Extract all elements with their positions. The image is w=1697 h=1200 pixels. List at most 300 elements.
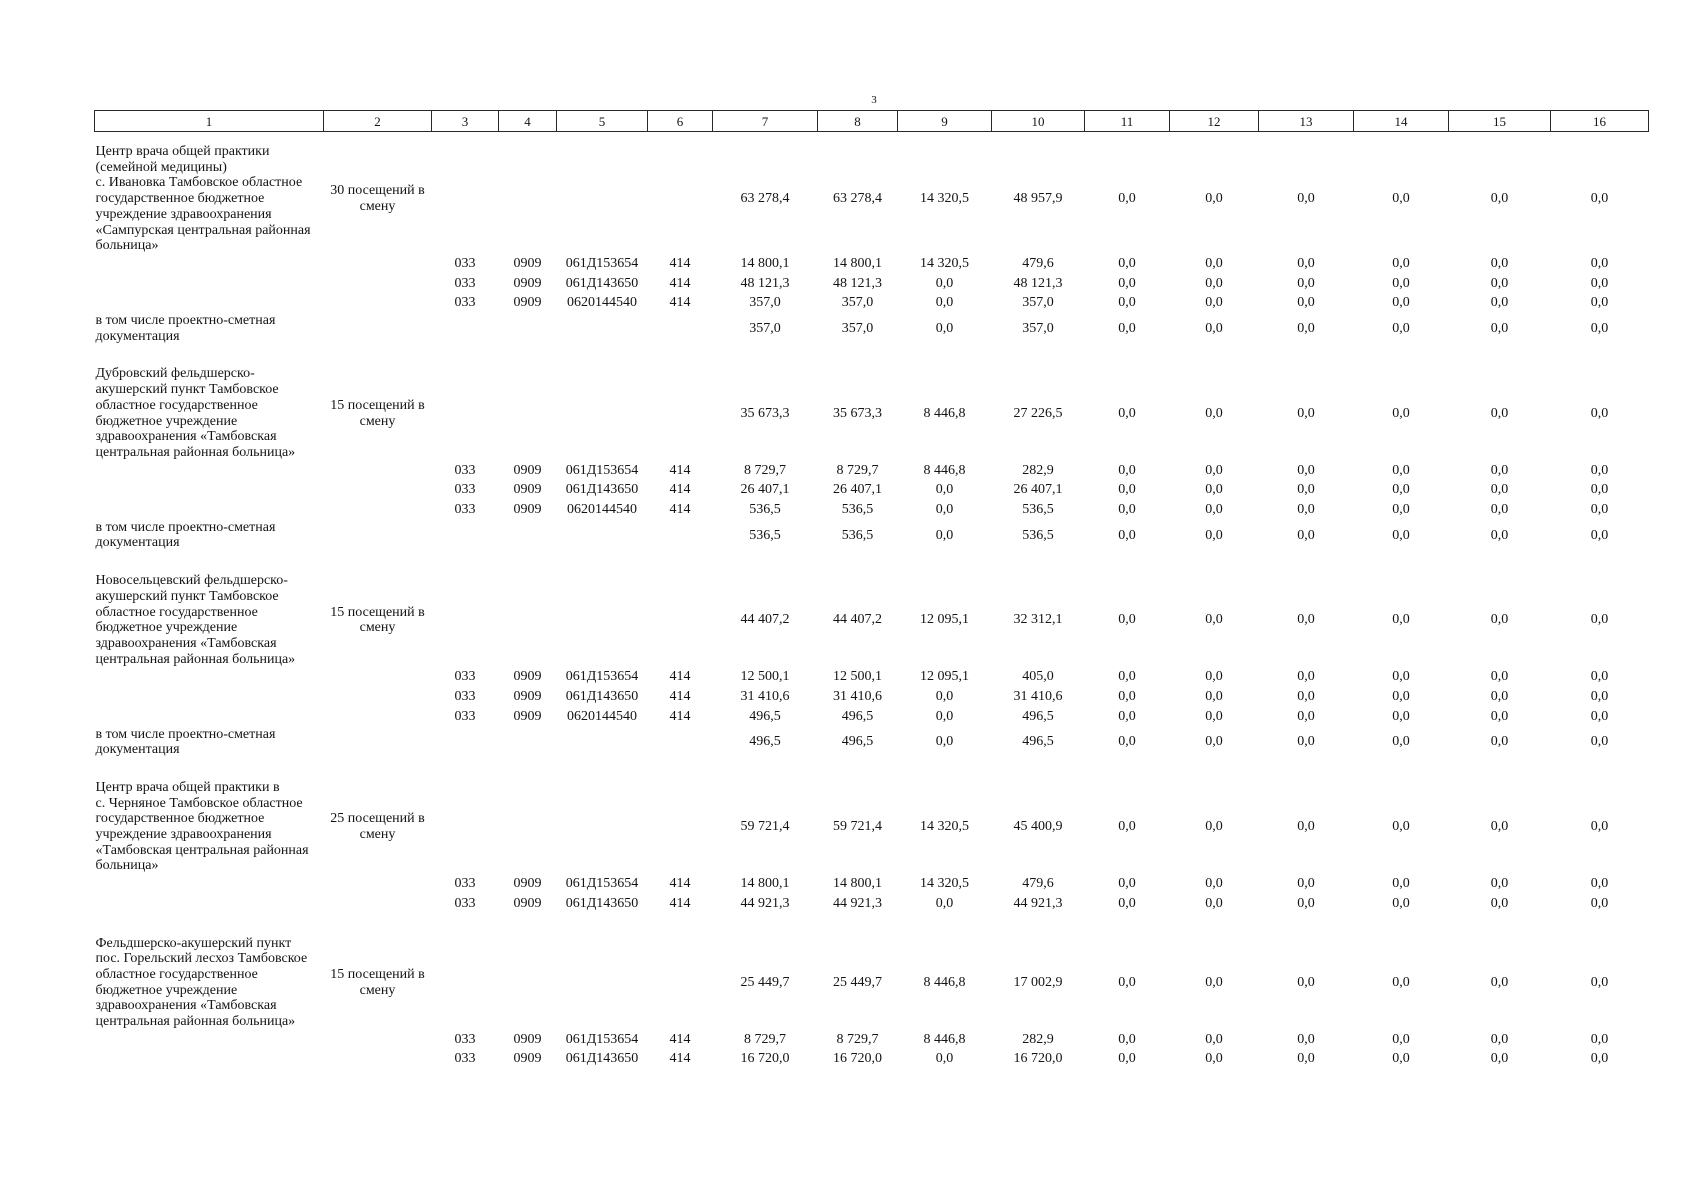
amount-col-15: 0,0 [1490, 295, 1509, 311]
amount-col-14: 0,0 [1392, 612, 1410, 628]
empty-cell [499, 936, 557, 1030]
grbs-code: 033 [454, 1051, 476, 1067]
amount-col-9: 0,0 [935, 320, 954, 336]
amount-col-11: 0,0 [1118, 734, 1136, 750]
facility-name: Новосельцевский фельдшерско- акушерский пункт Тамбовское областное государственное бюджетное учреждение здравоохранения «Тамбовская центральная районная больница» [95, 573, 296, 667]
amount-col-14: 0,0 [1392, 320, 1410, 336]
funding-source-row [95, 1030, 1649, 1050]
amount-col-8: 16 720,0 [833, 1051, 882, 1067]
facility-capacity: 30 посещений в смену [330, 183, 425, 214]
amount-col-11: 0,0 [1118, 689, 1136, 705]
empty-cell [648, 936, 713, 1030]
empty-cell [557, 520, 648, 551]
amount-col-12: 0,0 [1205, 255, 1223, 271]
column-number-7: 7 [713, 111, 818, 132]
amount-col-16: 0,0 [1590, 191, 1609, 207]
design-estimate-label: в том числе проектно-сметная документация [95, 726, 276, 758]
amount-col-10: 405,0 [1022, 669, 1054, 685]
amount-col-8: 536,5 [841, 502, 874, 518]
amount-col-16: 0,0 [1590, 689, 1609, 705]
section-code: 0909 [513, 1031, 542, 1047]
page-number: 3 [871, 94, 877, 106]
section-code: 0909 [513, 876, 542, 892]
amount-col-15: 0,0 [1490, 1051, 1509, 1067]
empty-cell [324, 254, 432, 274]
amount-col-9: 0,0 [935, 295, 954, 311]
column-number-5: 5 [557, 111, 648, 132]
amount-col-10: 496,5 [1022, 708, 1054, 724]
funding-source-row [95, 874, 1649, 894]
spacer-cell [95, 758, 1649, 780]
amount-col-10: 536,5 [1022, 527, 1054, 543]
amount-col-12: 0,0 [1205, 1031, 1223, 1047]
section-code: 0909 [513, 275, 542, 291]
amount-col-11: 0,0 [1118, 405, 1136, 421]
funding-source-row [95, 667, 1649, 687]
amount-col-15: 0,0 [1490, 275, 1509, 291]
amount-col-7: 25 449,7 [740, 974, 790, 990]
amount-col-15: 0,0 [1490, 689, 1509, 705]
amount-col-9: 8 446,8 [923, 974, 966, 990]
amount-col-16: 0,0 [1590, 275, 1609, 291]
funding-source-row [95, 254, 1649, 274]
design-estimate-label: в том числе проектно-сметная документация [95, 313, 276, 344]
empty-cell [648, 520, 713, 551]
column-number-2: 2 [324, 111, 432, 132]
empty-cell [499, 727, 557, 758]
section-code: 0909 [513, 462, 542, 478]
row-spacer [95, 758, 1649, 780]
column-number-16: 16 [1551, 111, 1649, 132]
amount-col-7: 8 729,7 [744, 1031, 786, 1047]
amount-col-9: 0,0 [935, 527, 954, 543]
design-estimate-row [95, 313, 1649, 344]
grbs-code: 033 [454, 462, 476, 478]
amount-col-11: 0,0 [1118, 482, 1136, 498]
target-article-code: 061Д153654 [565, 669, 639, 685]
amount-col-8: 31 410,6 [833, 689, 882, 705]
amount-col-14: 0,0 [1392, 191, 1410, 207]
amount-col-16: 0,0 [1590, 734, 1609, 750]
amount-col-10: 536,5 [1022, 502, 1054, 518]
amount-col-13: 0,0 [1297, 527, 1315, 543]
amount-col-9: 0,0 [935, 275, 954, 291]
target-article-code: 061Д143650 [565, 482, 639, 498]
amount-col-16: 0,0 [1590, 819, 1609, 835]
column-number-3: 3 [432, 111, 499, 132]
amount-col-7: 536,5 [749, 502, 781, 518]
amount-col-13: 0,0 [1297, 895, 1315, 911]
amount-col-16: 0,0 [1590, 876, 1609, 892]
amount-col-11: 0,0 [1118, 320, 1136, 336]
funding-source-row [95, 500, 1649, 520]
funding-source-row [95, 1049, 1649, 1069]
amount-col-8: 25 449,7 [833, 974, 882, 990]
amount-col-13: 0,0 [1297, 1031, 1315, 1047]
amount-col-11: 0,0 [1118, 275, 1136, 291]
facility-row [95, 936, 1649, 1030]
section-code: 0909 [513, 669, 542, 685]
spacer-cell [95, 551, 1649, 573]
amount-col-10: 496,5 [1022, 734, 1054, 750]
amount-col-8: 14 800,1 [833, 876, 882, 892]
amount-col-7: 59 721,4 [740, 819, 790, 835]
amount-col-8: 35 673,3 [833, 405, 882, 421]
amount-col-7: 63 278,4 [740, 191, 790, 207]
amount-col-15: 0,0 [1490, 895, 1509, 911]
amount-col-14: 0,0 [1392, 275, 1410, 291]
amount-col-16: 0,0 [1590, 708, 1609, 724]
grbs-code: 033 [454, 275, 476, 291]
amount-col-11: 0,0 [1118, 295, 1136, 311]
amount-col-14: 0,0 [1392, 708, 1410, 724]
amount-col-13: 0,0 [1297, 669, 1315, 685]
empty-cell [432, 573, 499, 667]
design-estimate-row [95, 727, 1649, 758]
amount-col-12: 0,0 [1205, 819, 1223, 835]
expense-type-code: 414 [669, 708, 691, 724]
spacer-cell [95, 344, 1649, 366]
amount-col-9: 12 095,1 [920, 669, 969, 685]
column-number-9: 9 [898, 111, 992, 132]
facility-capacity: 15 посещений в смену [330, 397, 425, 429]
funding-source-row [95, 461, 1649, 481]
amount-col-13: 0,0 [1297, 482, 1315, 498]
amount-col-16: 0,0 [1590, 405, 1609, 421]
amount-col-8: 8 729,7 [836, 462, 879, 478]
amount-col-13: 0,0 [1297, 255, 1315, 271]
empty-cell [499, 366, 557, 460]
expense-type-code: 414 [669, 255, 691, 271]
amount-col-16: 0,0 [1590, 527, 1609, 543]
empty-cell [324, 274, 432, 294]
empty-cell [648, 366, 713, 460]
amount-col-13: 0,0 [1297, 405, 1315, 421]
amount-col-8: 357,0 [841, 320, 874, 336]
facility-row [95, 144, 1649, 254]
empty-cell [324, 480, 432, 500]
amount-col-15: 0,0 [1490, 669, 1509, 685]
facility-name: Центр врача общей практики в с. Черняное Тамбовское областное государственное бюджетное учреждение здравоохранения «Тамбовская центральная районная больница» [95, 779, 309, 874]
row-spacer [95, 344, 1649, 366]
grbs-code: 033 [454, 708, 476, 724]
amount-col-8: 12 500,1 [833, 669, 882, 685]
amount-col-12: 0,0 [1205, 482, 1223, 498]
amount-col-16: 0,0 [1590, 1051, 1609, 1067]
column-number-6: 6 [648, 111, 713, 132]
amount-col-7: 536,5 [749, 527, 781, 543]
funding-source-row [95, 480, 1649, 500]
amount-col-11: 0,0 [1118, 819, 1136, 835]
amount-col-10: 45 400,9 [1013, 819, 1063, 835]
amount-col-15: 0,0 [1490, 612, 1509, 628]
amount-col-7: 26 407,1 [740, 482, 790, 498]
column-number-12: 12 [1170, 111, 1259, 132]
target-article-code: 061Д143650 [565, 895, 639, 911]
amount-col-8: 536,5 [841, 527, 874, 543]
empty-cell [324, 500, 432, 520]
amount-col-13: 0,0 [1297, 819, 1315, 835]
amount-col-7: 357,0 [749, 320, 781, 336]
amount-col-7: 12 500,1 [740, 669, 790, 685]
section-code: 0909 [513, 482, 542, 498]
target-article-code: 061Д143650 [565, 275, 639, 291]
amount-col-8: 44 407,2 [833, 612, 882, 628]
amount-col-9: 0,0 [935, 502, 954, 518]
table-body [95, 132, 1649, 1070]
amount-col-14: 0,0 [1392, 689, 1410, 705]
amount-col-8: 26 407,1 [833, 482, 882, 498]
empty-cell [557, 727, 648, 758]
facility-row [95, 780, 1649, 874]
empty-cell [95, 480, 324, 500]
amount-col-13: 0,0 [1297, 1051, 1315, 1067]
amount-col-13: 0,0 [1297, 320, 1315, 336]
empty-cell [95, 687, 324, 707]
target-article-code: 0620144540 [567, 295, 637, 311]
grbs-code: 033 [454, 502, 476, 518]
empty-cell [499, 520, 557, 551]
empty-cell [557, 936, 648, 1030]
amount-col-12: 0,0 [1205, 974, 1223, 990]
column-number-15: 15 [1449, 111, 1551, 132]
column-number-10: 10 [992, 111, 1085, 132]
amount-col-12: 0,0 [1205, 708, 1223, 724]
amount-col-16: 0,0 [1590, 974, 1609, 990]
empty-cell [324, 707, 432, 727]
spacer-cell [95, 914, 1649, 936]
empty-cell [648, 144, 713, 254]
spacer-cell [95, 132, 1649, 145]
grbs-code: 033 [454, 689, 476, 705]
amount-col-8: 48 121,3 [833, 275, 882, 291]
column-number-13: 13 [1259, 111, 1354, 132]
target-article-code: 0620144540 [567, 708, 637, 724]
empty-cell [648, 573, 713, 667]
amount-col-11: 0,0 [1118, 1051, 1136, 1067]
section-code: 0909 [513, 295, 542, 311]
amount-col-8: 59 721,4 [833, 819, 882, 835]
column-number-8: 8 [818, 111, 898, 132]
target-article-code: 061Д153654 [565, 462, 639, 478]
empty-cell [324, 520, 432, 551]
column-number-4: 4 [499, 111, 557, 132]
amount-col-12: 0,0 [1205, 295, 1223, 311]
budget-table [94, 110, 1649, 1069]
amount-col-15: 0,0 [1490, 819, 1509, 835]
amount-col-11: 0,0 [1118, 527, 1136, 543]
amount-col-13: 0,0 [1297, 708, 1315, 724]
facility-capacity: 15 посещений в смену [330, 966, 425, 998]
amount-col-13: 0,0 [1297, 502, 1315, 518]
facility-row [95, 573, 1649, 667]
expense-type-code: 414 [669, 482, 691, 498]
expense-type-code: 414 [669, 462, 691, 478]
amount-col-9: 0,0 [935, 689, 954, 705]
empty-cell [557, 780, 648, 874]
empty-cell [432, 780, 499, 874]
amount-col-14: 0,0 [1392, 974, 1410, 990]
amount-col-15: 0,0 [1490, 255, 1509, 271]
amount-col-7: 35 673,3 [740, 405, 790, 421]
grbs-code: 033 [454, 669, 476, 685]
amount-col-12: 0,0 [1205, 191, 1223, 207]
amount-col-9: 8 446,8 [923, 1031, 966, 1047]
amount-col-15: 0,0 [1490, 734, 1509, 750]
amount-col-12: 0,0 [1205, 502, 1223, 518]
amount-col-14: 0,0 [1392, 482, 1410, 498]
amount-col-7: 496,5 [749, 734, 781, 750]
empty-cell [95, 874, 324, 894]
header-row [95, 111, 1649, 132]
amount-col-9: 14 320,5 [920, 819, 969, 835]
empty-cell [324, 313, 432, 344]
amount-col-7: 8 729,7 [744, 462, 786, 478]
amount-col-14: 0,0 [1392, 527, 1410, 543]
section-code: 0909 [513, 895, 542, 911]
empty-cell [499, 313, 557, 344]
amount-col-14: 0,0 [1392, 1051, 1410, 1067]
amount-col-7: 16 720,0 [740, 1051, 790, 1067]
row-spacer [95, 132, 1649, 145]
empty-cell [95, 1030, 324, 1050]
amount-col-15: 0,0 [1490, 482, 1509, 498]
expense-type-code: 414 [669, 1031, 691, 1047]
amount-col-11: 0,0 [1118, 708, 1136, 724]
empty-cell [432, 520, 499, 551]
expense-type-code: 414 [669, 295, 691, 311]
amount-col-9: 0,0 [935, 734, 954, 750]
amount-col-12: 0,0 [1205, 275, 1223, 291]
facility-row [95, 366, 1649, 460]
amount-col-13: 0,0 [1297, 876, 1315, 892]
expense-type-code: 414 [669, 502, 691, 518]
empty-cell [324, 727, 432, 758]
empty-cell [499, 573, 557, 667]
expense-type-code: 414 [669, 669, 691, 685]
section-code: 0909 [513, 255, 542, 271]
amount-col-12: 0,0 [1205, 689, 1223, 705]
amount-col-15: 0,0 [1490, 320, 1509, 336]
amount-col-14: 0,0 [1392, 876, 1410, 892]
target-article-code: 061Д153654 [565, 876, 639, 892]
grbs-code: 033 [454, 482, 476, 498]
amount-col-8: 44 921,3 [833, 895, 882, 911]
facility-capacity: 25 посещений в смену [330, 811, 425, 843]
amount-col-8: 8 729,7 [836, 1031, 879, 1047]
empty-cell [557, 573, 648, 667]
facility-name: Центр врача общей практики (семейной медицины) с. Ивановка Тамбовское областное государственное бюджетное учреждение здравоохранения «Сампурская центральная районная больница» [95, 144, 311, 254]
amount-col-7: 44 921,3 [740, 895, 790, 911]
amount-col-10: 16 720,0 [1013, 1051, 1063, 1067]
empty-cell [324, 894, 432, 914]
section-code: 0909 [513, 1051, 542, 1067]
funding-source-row [95, 707, 1649, 727]
empty-cell [432, 727, 499, 758]
expense-type-code: 414 [669, 1051, 691, 1067]
row-spacer [95, 551, 1649, 573]
empty-cell [324, 1049, 432, 1069]
amount-col-9: 0,0 [935, 708, 954, 724]
amount-col-9: 0,0 [935, 895, 954, 911]
facility-name: Дубровский фельдшерско- акушерский пункт Тамбовское областное государственное бюджетное учреждение здравоохранения «Тамбовская центральная районная больница» [95, 366, 296, 460]
funding-source-row [95, 274, 1649, 294]
expense-type-code: 414 [669, 895, 691, 911]
amount-col-10: 31 410,6 [1013, 689, 1063, 705]
empty-cell [95, 894, 324, 914]
target-article-code: 061Д143650 [565, 1051, 639, 1067]
amount-col-16: 0,0 [1590, 295, 1609, 311]
expense-type-code: 414 [669, 876, 691, 892]
amount-col-15: 0,0 [1490, 502, 1509, 518]
empty-cell [557, 313, 648, 344]
target-article-code: 061Д143650 [565, 689, 639, 705]
amount-col-7: 44 407,2 [740, 612, 790, 628]
amount-col-9: 14 320,5 [920, 191, 969, 207]
amount-col-7: 14 800,1 [740, 255, 790, 271]
grbs-code: 033 [454, 295, 476, 311]
amount-col-15: 0,0 [1490, 462, 1509, 478]
amount-col-10: 27 226,5 [1013, 405, 1063, 421]
empty-cell [648, 313, 713, 344]
amount-col-16: 0,0 [1590, 612, 1609, 628]
facility-capacity: 15 посещений в смену [330, 604, 425, 636]
grbs-code: 033 [454, 1031, 476, 1047]
empty-cell [95, 274, 324, 294]
grbs-code: 033 [454, 876, 476, 892]
amount-col-15: 0,0 [1490, 191, 1509, 207]
amount-col-13: 0,0 [1297, 612, 1315, 628]
amount-col-16: 0,0 [1590, 502, 1609, 518]
amount-col-12: 0,0 [1205, 895, 1223, 911]
amount-col-11: 0,0 [1118, 191, 1136, 207]
amount-col-16: 0,0 [1590, 462, 1609, 478]
amount-col-13: 0,0 [1297, 275, 1315, 291]
column-number-header [95, 111, 1649, 132]
amount-col-14: 0,0 [1392, 255, 1410, 271]
amount-col-12: 0,0 [1205, 320, 1223, 336]
amount-col-10: 17 002,9 [1013, 974, 1063, 990]
amount-col-10: 479,6 [1022, 876, 1054, 892]
section-code: 0909 [513, 708, 542, 724]
amount-col-10: 32 312,1 [1013, 612, 1063, 628]
amount-col-16: 0,0 [1590, 895, 1609, 911]
amount-col-8: 14 800,1 [833, 255, 882, 271]
empty-cell [324, 667, 432, 687]
amount-col-14: 0,0 [1392, 502, 1410, 518]
empty-cell [95, 254, 324, 274]
amount-col-10: 479,6 [1022, 255, 1054, 271]
amount-col-8: 357,0 [841, 295, 874, 311]
amount-col-10: 357,0 [1022, 295, 1054, 311]
amount-col-10: 48 957,9 [1013, 191, 1063, 207]
amount-col-9: 0,0 [935, 482, 954, 498]
empty-cell [324, 293, 432, 313]
amount-col-10: 282,9 [1022, 1031, 1054, 1047]
amount-col-11: 0,0 [1118, 462, 1136, 478]
row-spacer [95, 914, 1649, 936]
empty-cell [324, 461, 432, 481]
empty-cell [95, 500, 324, 520]
empty-cell [432, 366, 499, 460]
target-article-code: 061Д153654 [565, 255, 639, 271]
amount-col-12: 0,0 [1205, 462, 1223, 478]
amount-col-12: 0,0 [1205, 612, 1223, 628]
empty-cell [432, 936, 499, 1030]
amount-col-11: 0,0 [1118, 895, 1136, 911]
amount-col-8: 496,5 [841, 734, 874, 750]
amount-col-7: 496,5 [749, 708, 781, 724]
